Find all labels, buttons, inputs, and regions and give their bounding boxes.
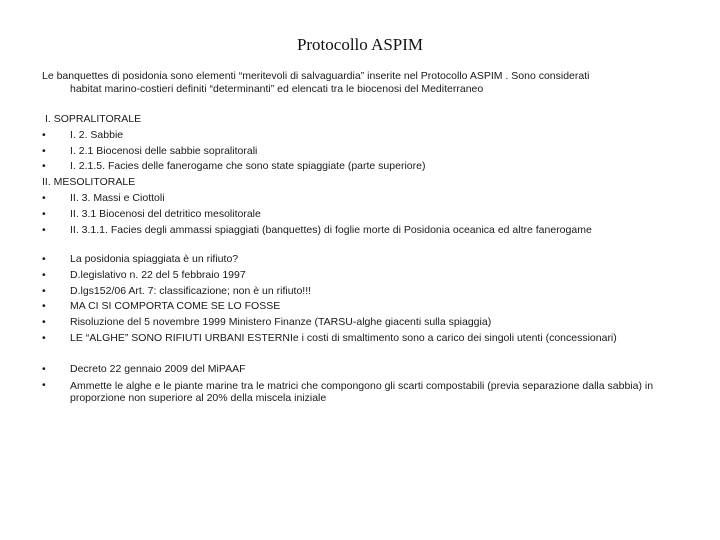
decree-list bbox=[42, 362, 692, 404]
intro-paragraph bbox=[42, 70, 682, 96]
list-item-text: MA CI SI COMPORTA COME SE LO FOSSE bbox=[70, 300, 281, 313]
list-item-text: LE “ALGHE” SONO RIFIUTI URBANI ESTERNIe i costi di smaltimento sono a carico dei singoli utenti (concessionari) bbox=[70, 331, 617, 344]
slide-title: Protocollo ASPIM bbox=[296, 35, 424, 54]
bullet-icon: • bbox=[42, 144, 46, 157]
section-heading bbox=[42, 175, 692, 191]
intro-line-1: Le banquettes di posidonia sono elementi “meritevoli di salvaguardia” inserite nel Protocollo ASPIM . Sono considerati bbox=[42, 70, 590, 82]
list-item bbox=[42, 191, 692, 207]
bullet-icon: • bbox=[42, 223, 46, 236]
list-item-text: II. 3.1.1. Facies degli ammassi spiaggiati (banquettes) di foglie morte di Posidonia oceanica ed altre fanerogame bbox=[70, 223, 592, 236]
list-item bbox=[42, 159, 692, 175]
section-heading bbox=[42, 112, 692, 128]
list-item-text: Ammette le alghe e le piante marine tra le matrici che compongono gli scarti compostabili (previa separazione dalla sabbia) in proporzione non superiore al 20% della miscela iniziale bbox=[70, 379, 654, 404]
list-item bbox=[42, 362, 692, 378]
list-item bbox=[42, 144, 692, 160]
list-item bbox=[42, 378, 692, 404]
list-item bbox=[42, 299, 692, 315]
list-item bbox=[42, 223, 692, 239]
list-item-text: Risoluzione del 5 novembre 1999 Ministero Finanze (TARSU-alghe giacenti sulla spiaggia) bbox=[70, 316, 492, 329]
list-item-text: I. 2.1 Biocenosi delle sabbie sopralitorali bbox=[70, 144, 258, 157]
habitat-list bbox=[42, 112, 692, 238]
bullet-icon: • bbox=[42, 378, 46, 391]
intro-line-2: habitat marino-costieri definiti “determinanti” ed elencati tra le biocenosi del Mediterraneo bbox=[70, 83, 484, 95]
heading-mesolitorale: II. MESOLITORALE bbox=[42, 176, 136, 189]
list-item-text: D.legislativo n. 22 del 5 febbraio 1997 bbox=[70, 268, 246, 281]
bullet-icon: • bbox=[42, 128, 46, 141]
list-item-text: II. 3.1 Biocenosi del detritico mesolitorale bbox=[70, 207, 261, 220]
list-item bbox=[42, 268, 692, 284]
list-item bbox=[42, 284, 692, 300]
heading-sopralitorale: I. SOPRALITORALE bbox=[45, 113, 142, 125]
bullet-icon: • bbox=[42, 207, 46, 220]
list-item-text: I. 2. Sabbie bbox=[70, 128, 124, 141]
bullet-icon: • bbox=[42, 300, 46, 313]
list-item bbox=[42, 207, 692, 223]
bullet-icon: • bbox=[42, 363, 46, 375]
bullet-icon: • bbox=[42, 268, 46, 281]
waste-question-list bbox=[42, 252, 692, 347]
list-item bbox=[42, 128, 692, 144]
list-item bbox=[42, 252, 692, 268]
list-item-text: II. 3. Massi e Ciottoli bbox=[70, 191, 165, 204]
bullet-icon: • bbox=[42, 253, 46, 265]
bullet-icon: • bbox=[42, 331, 46, 344]
list-item-text: La posidonia spiaggiata è un rifiuto? bbox=[70, 253, 239, 265]
bullet-icon: • bbox=[42, 284, 46, 297]
list-item-text: I. 2.1.5. Facies delle fanerogame che sono state spiaggiate (parte superiore) bbox=[70, 160, 426, 173]
bullet-icon: • bbox=[42, 191, 46, 204]
bullet-icon: • bbox=[42, 316, 46, 329]
list-item bbox=[42, 315, 692, 331]
bullet-icon: • bbox=[42, 160, 46, 173]
list-item-text: D.lgs152/06 Art. 7: classificazione; non è un rifiuto!!! bbox=[70, 284, 312, 297]
list-item bbox=[42, 331, 692, 347]
list-item-text: Decreto 22 gennaio 2009 del MiPAAF bbox=[70, 363, 246, 375]
